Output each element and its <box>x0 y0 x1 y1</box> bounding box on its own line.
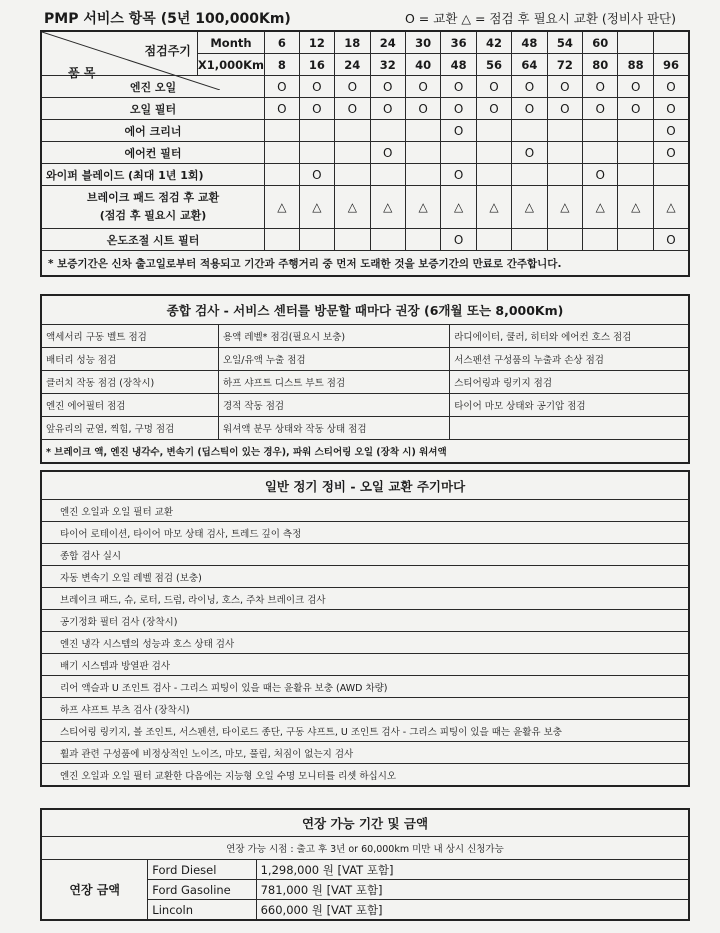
km-cell: 40 <box>405 54 440 76</box>
schedule-mark: O <box>476 76 511 98</box>
page-header <box>44 8 694 30</box>
schedule-mark: O <box>441 164 476 186</box>
schedule-mark: O <box>441 76 476 98</box>
model-name: Lincoln <box>148 900 256 921</box>
corner-diagonal <box>42 32 220 90</box>
maintenance-item: 배기 시스템과 방열판 검사 <box>41 654 689 676</box>
schedule-row <box>41 120 689 142</box>
month-cell: 18 <box>335 31 370 54</box>
schedule-mark: O <box>653 229 689 251</box>
schedule-mark: △ <box>547 186 582 229</box>
warranty-note: * 보증기간은 신차 출고일로부터 적용되고 기간과 주행거리 중 먼저 도래한 것을 보증기간의 만료로 간주합니다. <box>41 251 689 277</box>
km-cell: 8 <box>265 54 300 76</box>
schedule-mark <box>618 229 653 251</box>
schedule-mark: O <box>583 98 618 120</box>
schedule-mark <box>476 229 511 251</box>
maintenance-row <box>41 764 689 787</box>
maintenance-item: 브레이크 패드, 슈, 로터, 드럼, 라이닝, 호스, 주차 브레이크 검사 <box>41 588 689 610</box>
inspection-item: 하프 샤프트 디스트 부트 점검 <box>218 371 449 394</box>
schedule-mark <box>618 142 653 164</box>
schedule-mark: O <box>299 164 334 186</box>
km-cell: 80 <box>583 54 618 76</box>
schedule-mark: △ <box>512 186 547 229</box>
inspection-row <box>41 417 689 440</box>
extension-subtitle: 연장 가능 시점 : 출고 후 3년 or 60,000km 미만 내 상시 신청가능 <box>41 837 689 860</box>
schedule-mark: O <box>618 98 653 120</box>
month-cell <box>653 31 689 54</box>
km-cell: 72 <box>547 54 582 76</box>
month-cell: 36 <box>441 31 476 54</box>
schedule-mark: O <box>547 76 582 98</box>
month-cell: 54 <box>547 31 582 54</box>
maintenance-row <box>41 676 689 698</box>
maintenance-item: 엔진 냉각 시스템의 성능과 호스 상태 검사 <box>41 632 689 654</box>
inspection-item: 오일/유액 누출 점검 <box>218 348 449 371</box>
km-cell: 16 <box>299 54 334 76</box>
model-price: 660,000 원 [VAT 포함] <box>256 900 689 921</box>
schedule-mark: O <box>405 98 440 120</box>
schedule-mark <box>335 142 370 164</box>
km-cell: 96 <box>653 54 689 76</box>
schedule-mark <box>405 120 440 142</box>
maintenance-table <box>40 470 690 787</box>
schedule-row <box>41 164 689 186</box>
schedule-mark <box>265 229 300 251</box>
km-cell: 48 <box>441 54 476 76</box>
schedule-mark <box>299 120 334 142</box>
schedule-mark: △ <box>405 186 440 229</box>
inspection-item: 타이어 마모 상태와 공기압 점검 <box>450 394 689 417</box>
schedule-mark: △ <box>653 186 689 229</box>
schedule-row <box>41 98 689 120</box>
inspection-row <box>41 325 689 348</box>
extension-price-label: 연장 금액 <box>41 860 148 921</box>
maintenance-row <box>41 698 689 720</box>
inspection-row <box>41 348 689 371</box>
schedule-mark <box>405 164 440 186</box>
maintenance-item: 타이어 로테이션, 타이어 마모 상태 검사, 트레드 깊이 측정 <box>41 522 689 544</box>
schedule-mark <box>265 164 300 186</box>
schedule-mark <box>335 164 370 186</box>
schedule-row <box>41 229 689 251</box>
inspection-item: 엔진 에어필터 점검 <box>41 394 218 417</box>
schedule-mark <box>370 120 405 142</box>
month-cell: 6 <box>265 31 300 54</box>
maintenance-item: 종합 검사 실시 <box>41 544 689 566</box>
schedule-mark: O <box>265 76 300 98</box>
maintenance-item: 자동 변속기 오일 레벨 점검 (보충) <box>41 566 689 588</box>
inspection-item: 스티어링과 링키지 점검 <box>450 371 689 394</box>
inspection-item: 워셔액 분무 상태와 작동 상태 점검 <box>218 417 449 440</box>
schedule-mark: O <box>441 98 476 120</box>
month-cell: 12 <box>299 31 334 54</box>
replacement-schedule-table <box>40 30 690 277</box>
model-price: 781,000 원 [VAT 포함] <box>256 880 689 900</box>
month-cell: 30 <box>405 31 440 54</box>
page-title: PMP 서비스 항목 (5년 100,000Km) <box>44 11 291 27</box>
schedule-mark: O <box>441 120 476 142</box>
schedule-mark: O <box>547 98 582 120</box>
schedule-row <box>41 186 689 229</box>
inspection-note: * 브레이크 액, 엔진 냉각수, 변속기 (딥스틱이 있는 경우), 파워 스티어링 오일 (장착 시) 워셔액 <box>41 440 689 464</box>
schedule-item: 엔진 오일 <box>41 76 265 98</box>
maintenance-title: 일반 정기 정비 - 오일 교환 주기마다 <box>41 471 689 500</box>
schedule-mark <box>405 229 440 251</box>
inspection-title: 종합 검사 - 서비스 센터를 방문할 때마다 권장 (6개월 또는 8,000Km) <box>41 295 689 325</box>
schedule-mark <box>405 142 440 164</box>
schedule-mark: O <box>370 76 405 98</box>
schedule-mark: O <box>299 76 334 98</box>
schedule-mark <box>653 164 689 186</box>
schedule-mark: O <box>512 76 547 98</box>
schedule-mark <box>476 164 511 186</box>
maintenance-item: 엔진 오일과 오일 필터 교환한 다음에는 지능형 오일 수명 모니터를 리셋 하십시오 <box>41 764 689 787</box>
schedule-mark <box>335 229 370 251</box>
maintenance-item: 리어 액슬과 U 조인트 검사 - 그리스 피팅이 있을 때는 윤활유 보충 (AWD 차량) <box>41 676 689 698</box>
schedule-mark: O <box>653 76 689 98</box>
schedule-mark <box>583 229 618 251</box>
schedule-mark: △ <box>441 186 476 229</box>
inspection-item: 앞유리의 균열, 찍힘, 구멍 점검 <box>41 417 218 440</box>
inspection-item <box>450 417 689 440</box>
extension-table <box>40 808 690 921</box>
schedule-mark: O <box>653 98 689 120</box>
schedule-mark <box>583 142 618 164</box>
schedule-mark: △ <box>265 186 300 229</box>
inspection-item: 용액 레벨* 점검(필요시 보충) <box>218 325 449 348</box>
schedule-mark: O <box>618 76 653 98</box>
schedule-mark: O <box>512 98 547 120</box>
schedule-mark <box>512 229 547 251</box>
km-cell: 24 <box>335 54 370 76</box>
maintenance-item: 엔진 오일과 오일 필터 교환 <box>41 500 689 522</box>
inspection-item: 라디에이터, 쿨러, 히터와 에어컨 호스 점검 <box>450 325 689 348</box>
km-cell: 88 <box>618 54 653 76</box>
schedule-mark: O <box>583 76 618 98</box>
schedule-mark <box>370 164 405 186</box>
maintenance-row <box>41 720 689 742</box>
inspection-row <box>41 371 689 394</box>
schedule-mark <box>265 120 300 142</box>
schedule-mark: △ <box>299 186 334 229</box>
schedule-mark: O <box>370 142 405 164</box>
schedule-item: 에어컨 필터 <box>41 142 265 164</box>
km-cell: 56 <box>476 54 511 76</box>
model-price: 1,298,000 원 [VAT 포함] <box>256 860 689 880</box>
schedule-mark: O <box>653 120 689 142</box>
month-cell: 60 <box>583 31 618 54</box>
maintenance-row <box>41 610 689 632</box>
schedule-mark <box>299 229 334 251</box>
schedule-mark <box>547 229 582 251</box>
schedule-mark <box>370 229 405 251</box>
schedule-mark <box>618 164 653 186</box>
month-cell <box>618 31 653 54</box>
item-label: 품 목 <box>68 66 96 80</box>
schedule-mark <box>265 142 300 164</box>
month-cell: 42 <box>476 31 511 54</box>
schedule-mark <box>476 120 511 142</box>
maintenance-item: 공기정화 필터 검사 (장착시) <box>41 610 689 632</box>
schedule-item: 오일 필터 <box>41 98 265 120</box>
schedule-mark: △ <box>370 186 405 229</box>
month-cell: 24 <box>370 31 405 54</box>
month-cell: 48 <box>512 31 547 54</box>
schedule-mark: O <box>583 164 618 186</box>
schedule-mark: O <box>512 142 547 164</box>
schedule-mark <box>512 164 547 186</box>
maintenance-row <box>41 566 689 588</box>
schedule-mark <box>547 142 582 164</box>
maintenance-row <box>41 588 689 610</box>
schedule-mark <box>583 120 618 142</box>
maintenance-row <box>41 654 689 676</box>
interval-label: 점검주기 <box>144 44 191 58</box>
inspection-item: 서스펜션 구성품의 누출과 손상 점검 <box>450 348 689 371</box>
schedule-mark: O <box>441 229 476 251</box>
schedule-mark: O <box>335 98 370 120</box>
month-label: Month <box>197 31 264 54</box>
inspection-item: 경적 작동 점검 <box>218 394 449 417</box>
km-label: X1,000Km <box>197 54 264 76</box>
maintenance-row <box>41 522 689 544</box>
schedule-mark: O <box>265 98 300 120</box>
schedule-mark: O <box>299 98 334 120</box>
schedule-mark <box>476 142 511 164</box>
schedule-mark <box>512 120 547 142</box>
schedule-mark: O <box>476 98 511 120</box>
inspection-item: 배터리 성능 점검 <box>41 348 218 371</box>
maintenance-item: 스티어링 링키지, 볼 조인트, 서스펜션, 타이로드 종단, 구동 샤프트, U 조인트 검사 - 그리스 피팅이 있을 때는 윤활유 보충 <box>41 720 689 742</box>
maintenance-item: 하프 샤프트 부츠 검사 (장착시) <box>41 698 689 720</box>
corner-header <box>41 31 197 80</box>
model-name: Ford Gasoline <box>148 880 256 900</box>
schedule-mark: △ <box>618 186 653 229</box>
schedule-mark: O <box>653 142 689 164</box>
extension-title: 연장 가능 기간 및 금액 <box>41 809 689 837</box>
km-cell: 32 <box>370 54 405 76</box>
schedule-mark: △ <box>476 186 511 229</box>
schedule-item: 브레이크 패드 점검 후 교환 (점검 후 필요시 교환) <box>41 186 265 229</box>
maintenance-row <box>41 742 689 764</box>
schedule-item: 에어 크리너 <box>41 120 265 142</box>
maintenance-row <box>41 632 689 654</box>
schedule-mark: O <box>405 76 440 98</box>
maintenance-item: 휠과 관련 구성품에 비정상적인 노이즈, 마모, 풀림, 처짐이 없는지 검사 <box>41 742 689 764</box>
inspection-table <box>40 294 690 464</box>
schedule-mark <box>441 142 476 164</box>
schedule-item: 온도조절 시트 필터 <box>41 229 265 251</box>
schedule-mark: △ <box>335 186 370 229</box>
schedule-mark <box>547 164 582 186</box>
schedule-mark <box>547 120 582 142</box>
inspection-item: 클러치 작동 점검 (장착시) <box>41 371 218 394</box>
km-cell: 64 <box>512 54 547 76</box>
maintenance-row <box>41 544 689 566</box>
maintenance-row <box>41 500 689 522</box>
schedule-row <box>41 142 689 164</box>
schedule-mark <box>618 120 653 142</box>
schedule-mark <box>299 142 334 164</box>
inspection-row <box>41 394 689 417</box>
schedule-mark: △ <box>583 186 618 229</box>
model-name: Ford Diesel <box>148 860 256 880</box>
schedule-item: 와이퍼 블레이드 (최대 1년 1회) <box>41 164 265 186</box>
legend: O = 교환 △ = 점검 후 필요시 교환 (정비사 판단) <box>404 11 676 26</box>
schedule-mark: O <box>335 76 370 98</box>
schedule-mark <box>335 120 370 142</box>
inspection-item: 액세서리 구동 벨트 점검 <box>41 325 218 348</box>
schedule-mark: O <box>370 98 405 120</box>
